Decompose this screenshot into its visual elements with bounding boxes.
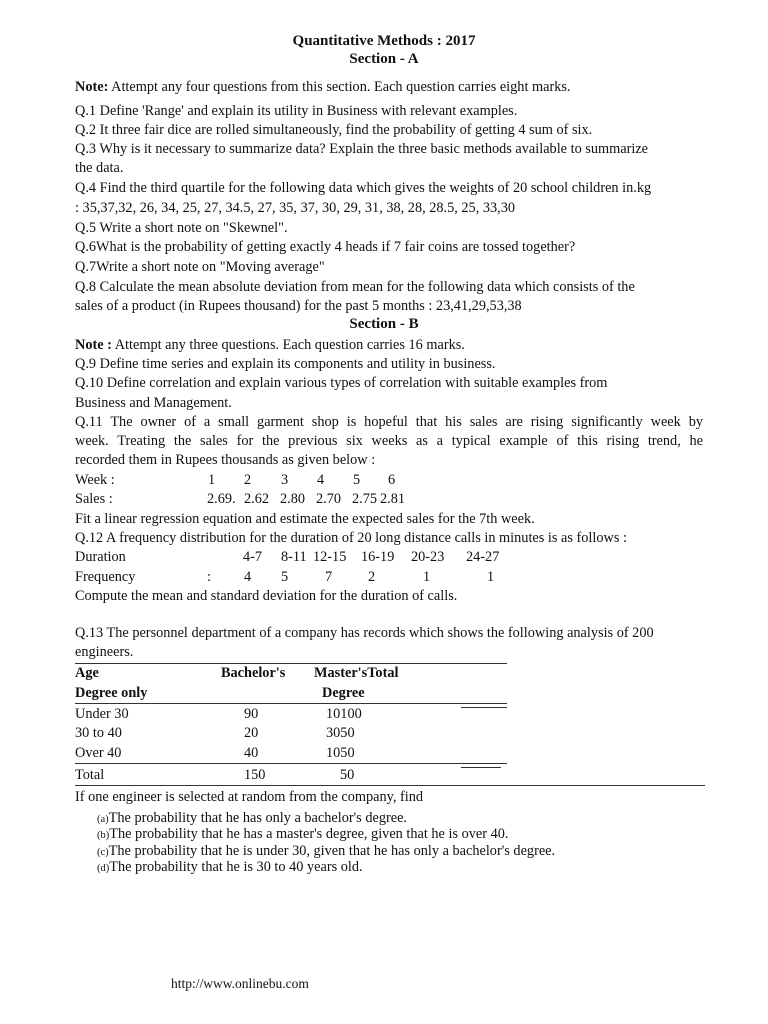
table-header-rule-right <box>461 707 507 708</box>
table-header-degree: Degree <box>322 685 365 701</box>
frequency-value: 1 <box>423 569 431 585</box>
table-bottom-rule <box>75 785 705 786</box>
table-cell-master-total: 10100 <box>326 706 362 722</box>
question-12-end: Compute the mean and standard deviation for the duration of calls. <box>75 588 458 604</box>
question-3-line-1: Q.3 Why is it necessary to summarize data? Explain the three basic methods available to summarize <box>75 141 649 157</box>
sales-label: Sales : <box>75 491 113 507</box>
question-1: Q.1 Define 'Range' and explain its utility in Business with relevant examples. <box>75 103 518 119</box>
part-tag: (d) <box>97 863 110 874</box>
week-value: 6 <box>388 472 396 488</box>
note-text: Attempt any four questions from this section. Each question carries eight marks. <box>108 79 571 95</box>
table-total-label: Total <box>75 767 105 783</box>
sales-value: 2.62 <box>244 491 270 507</box>
duration-value: 12-15 <box>313 549 347 565</box>
table-cell-bachelor: 20 <box>244 725 259 741</box>
duration-value: 16-19 <box>361 549 395 565</box>
week-label: Week : <box>75 472 115 488</box>
question-5: Q.5 Write a short note on "Skewnel". <box>75 220 288 236</box>
table-header-degree-only: Degree only <box>75 685 148 701</box>
sales-value: 2.75 <box>352 491 378 507</box>
week-value: 1 <box>208 472 216 488</box>
question-13-line-1: Q.13 The personnel department of a company has records which shows the following analysis of 200 <box>75 625 654 641</box>
week-value: 5 <box>353 472 361 488</box>
table-row-label: Over 40 <box>75 745 122 761</box>
part-tag: (b) <box>97 830 110 841</box>
note-label: Note: <box>75 79 109 95</box>
duration-value: 24-27 <box>466 549 500 565</box>
sales-value: 2.70 <box>316 491 342 507</box>
frequency-value: 7 <box>325 569 333 585</box>
table-cell-bachelor: 40 <box>244 745 259 761</box>
part-text: The probability that he has a master's degree, given that he is over 40. <box>109 826 509 842</box>
frequency-value: 2 <box>368 569 376 585</box>
question-10-line-1: Q.10 Define correlation and explain various types of correlation with suitable examples from <box>75 375 608 391</box>
part-text: The probability that he is 30 to 40 years old. <box>109 859 363 875</box>
question-8-line-2: sales of a product (in Rupees thousand) for the past 5 months : 23,41,29,53,38 <box>75 298 522 314</box>
table-cell-bachelor: 90 <box>244 706 259 722</box>
week-value: 3 <box>281 472 289 488</box>
sales-value: 2.69. <box>207 491 236 507</box>
table-total-master: 50 <box>340 767 355 783</box>
note-label: Note : <box>75 337 112 353</box>
table-header-rule <box>75 703 507 704</box>
question-11-line-1: Q.11 The owner of a small garment shop is hopeful that his sales are rising significantly week by <box>75 414 703 430</box>
table-cell-master-total: 3050 <box>326 725 355 741</box>
question-12-line-1: Q.12 A frequency distribution for the duration of 20 long distance calls in minutes is as follows : <box>75 530 627 546</box>
question-7: Q.7Write a short note on "Moving average" <box>75 259 325 275</box>
sales-value: 2.80 <box>280 491 306 507</box>
note-text: Attempt any three questions. Each question carries 16 marks. <box>111 337 465 353</box>
part-tag: (c) <box>97 847 109 858</box>
frequency-value: 1 <box>487 569 495 585</box>
duration-value: 8-11 <box>281 549 307 565</box>
table-row-label: 30 to 40 <box>75 725 122 741</box>
frequency-label: Frequency <box>75 569 136 585</box>
section-b-note <box>75 335 465 355</box>
question-10-line-2: Business and Management. <box>75 395 232 411</box>
question-9: Q.9 Define time series and explain its components and utility in business. <box>75 356 496 372</box>
table-row-label: Under 30 <box>75 706 129 722</box>
section-b-heading: Section - B <box>349 316 419 332</box>
section-a-note <box>75 77 571 97</box>
footer-url: http://www.onlinebu.com <box>171 976 309 991</box>
part-text: The probability that he has only a bachelor's degree. <box>108 810 407 826</box>
question-13-line-2: engineers. <box>75 644 134 660</box>
question-4-line-2: : 35,37,32, 26, 34, 25, 27, 34.5, 27, 35, 37, 30, 29, 31, 38, 28, 28.5, 25, 33,30 <box>75 200 516 216</box>
table-top-rule <box>75 663 507 664</box>
section-a-heading: Section - A <box>349 51 419 67</box>
week-value: 4 <box>317 472 325 488</box>
table-cell-master-total: 1050 <box>326 745 355 761</box>
frequency-value: 5 <box>281 569 289 585</box>
question-13-find: If one engineer is selected at random from the company, find <box>75 789 424 805</box>
table-header-masters-total: Master'sTotal <box>314 665 399 681</box>
frequency-colon: : <box>207 569 211 585</box>
part-text: The probability that he is under 30, given that he has only a bachelor's degree. <box>108 843 556 859</box>
duration-value: 20-23 <box>411 549 445 565</box>
question-13-part-d <box>97 857 363 879</box>
duration-label: Duration <box>75 549 126 565</box>
table-header-bachelors: Bachelor's <box>221 665 286 681</box>
question-11-line-2: week. Treating the sales for the previous six weeks as a typical example of this rising trend, he <box>75 433 703 449</box>
week-value: 2 <box>244 472 252 488</box>
question-11-line-3: recorded them in Rupees thousands as given below : <box>75 452 376 468</box>
question-4-line-1: Q.4 Find the third quartile for the following data which gives the weights of 20 school children in.kg <box>75 180 652 196</box>
part-tag: (a) <box>97 814 109 825</box>
question-6: Q.6What is the probability of getting exactly 4 heads if 7 fair coins are tossed together? <box>75 239 576 255</box>
page-title: Quantitative Methods : 2017 <box>292 33 476 49</box>
duration-value: 4-7 <box>243 549 263 565</box>
question-11-end: Fit a linear regression equation and estimate the expected sales for the 7th week. <box>75 511 535 527</box>
question-8-line-1: Q.8 Calculate the mean absolute deviation from mean for the following data which consists of the <box>75 279 635 295</box>
table-total-rule <box>75 763 507 764</box>
sales-value: 2.81 <box>380 491 406 507</box>
table-total-bachelor: 150 <box>244 767 266 783</box>
table-total-rule-right <box>461 767 501 768</box>
frequency-value: 4 <box>244 569 252 585</box>
question-2: Q.2 It three fair dice are rolled simultaneously, find the probability of getting 4 sum of six. <box>75 122 593 138</box>
question-3-line-2: the data. <box>75 160 124 176</box>
table-header-age: Age <box>75 665 99 681</box>
